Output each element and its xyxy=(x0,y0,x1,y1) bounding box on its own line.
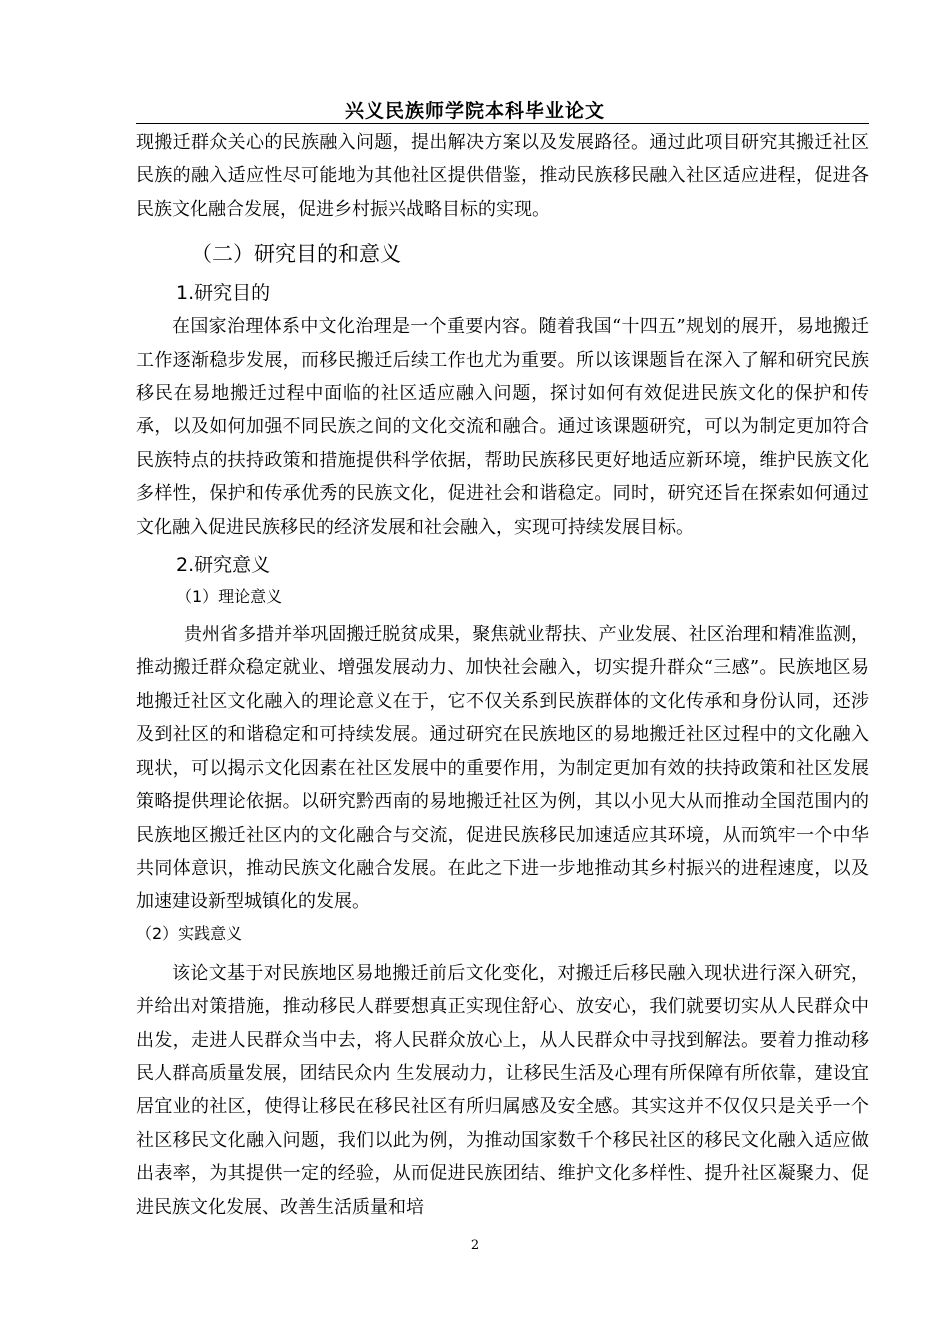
page-number: 2 xyxy=(470,1238,480,1253)
page-body xyxy=(136,126,869,1224)
subheading-research-purpose: 1.研究目的 xyxy=(176,282,271,305)
practical-significance-paragraph: 该论文基于对民族地区易地搬迁前后文化变化，对搬迁后移民融入现状进行深入研究，并给出对策措施，推动移民人群要想真正实现住舒心、放安心，我们就要切实从人民群众中出发，走进人民群众当中去，将人民群众放心上，从人民群众中寻找到解法。要着力推动移民人群高质量发展，团结民众内 生发展动力，让移民生活及心理有所保障有所依靠，建设宜居宜业的社区，使得让移民在移民社区有所归属感及安全感。其实这并不仅仅只是关乎一个社区移民文化融入问题，我们以此为例，为推动国家数千个移民社区的移民文化融入适应做出表率，为其提供一定的经验，从而促进民族团结、维护文化多样性、提升社区凝聚力、促进民族文化发展、改善生活质量和培 xyxy=(136,962,869,1218)
research-purpose-paragraph: 在国家治理体系中文化治理是一个重要内容。随着我国“十四五”规划的展开，易地搬迁工作逐渐稳步发展，而移民搬迁后续工作也尤为重要。所以该课题旨在深入了解和研究民族移民在易地搬迁过程中面临的社区适应融入问题，探讨如何有效促进民族文化的保护和传承，以及如何加强不同民族之间的文化交流和融合。通过该课题研究，可以为制定更加符合民族特点的扶持政策和措施提供科学依据，帮助民族移民更好地适应新环境，维护民族文化多样性，保护和传承优秀的民族文化，促进社会和谐稳定。同时，研究还旨在探索如何通过文化融入促进民族移民的经济发展和社会融入，实现可持续发展目标。 xyxy=(136,316,869,538)
subheading-research-significance: 2.研究意义 xyxy=(176,554,271,577)
header-divider xyxy=(136,123,869,124)
subheading-practical-significance: （2）实践意义 xyxy=(136,923,243,943)
theoretical-significance-paragraph: 贵州省多措并举巩固搬迁脱贫成果，聚焦就业帮扶、产业发展、社区治理和精准监测，推动搬迁群众稳定就业、增强发展动力、加快社会融入，切实提升群众“三感”。民族地区易地搬迁社区文化融入的理论意义在于，它不仅关系到民族群体的文化传承和身份认同，还涉及到社区的和谐稳定和可持续发展。通过研究在民族地区的易地搬迁社区过程中的文化融入现状，可以揭示文化因素在社区发展中的重要作用，为制定更加有效的扶持政策和社区发展策略提供理论依据。以研究黔西南的易地搬迁社区为例，其以小见大从而推动全国范围内的民族地区搬迁社区内的文化融合与交流，促进民族移民加速适应其环境，从而筑牢一个中华共同体意识，推动民族文化融合发展。在此之下进一步地推动其乡村振兴的进程速度，以及加速建设新型城镇化的发展。 xyxy=(136,624,869,913)
subheading-theoretical-significance: （1）理论意义 xyxy=(176,587,283,607)
page-header-title: 兴义民族师学院本科毕业论文 xyxy=(344,100,605,122)
intro-paragraph: 现搬迁群众关心的民族融入问题，提出解决方案以及发展路径。通过此项目研究其搬迁社区民族的融入适应性尽可能地为其他社区提供借鉴，推动民族移民融入社区适应进程，促进各民族文化融合发展，促进乡村振兴战略目标的实现。 xyxy=(136,132,869,220)
section-heading-purpose-significance: （二）研究目的和意义 xyxy=(191,242,401,267)
